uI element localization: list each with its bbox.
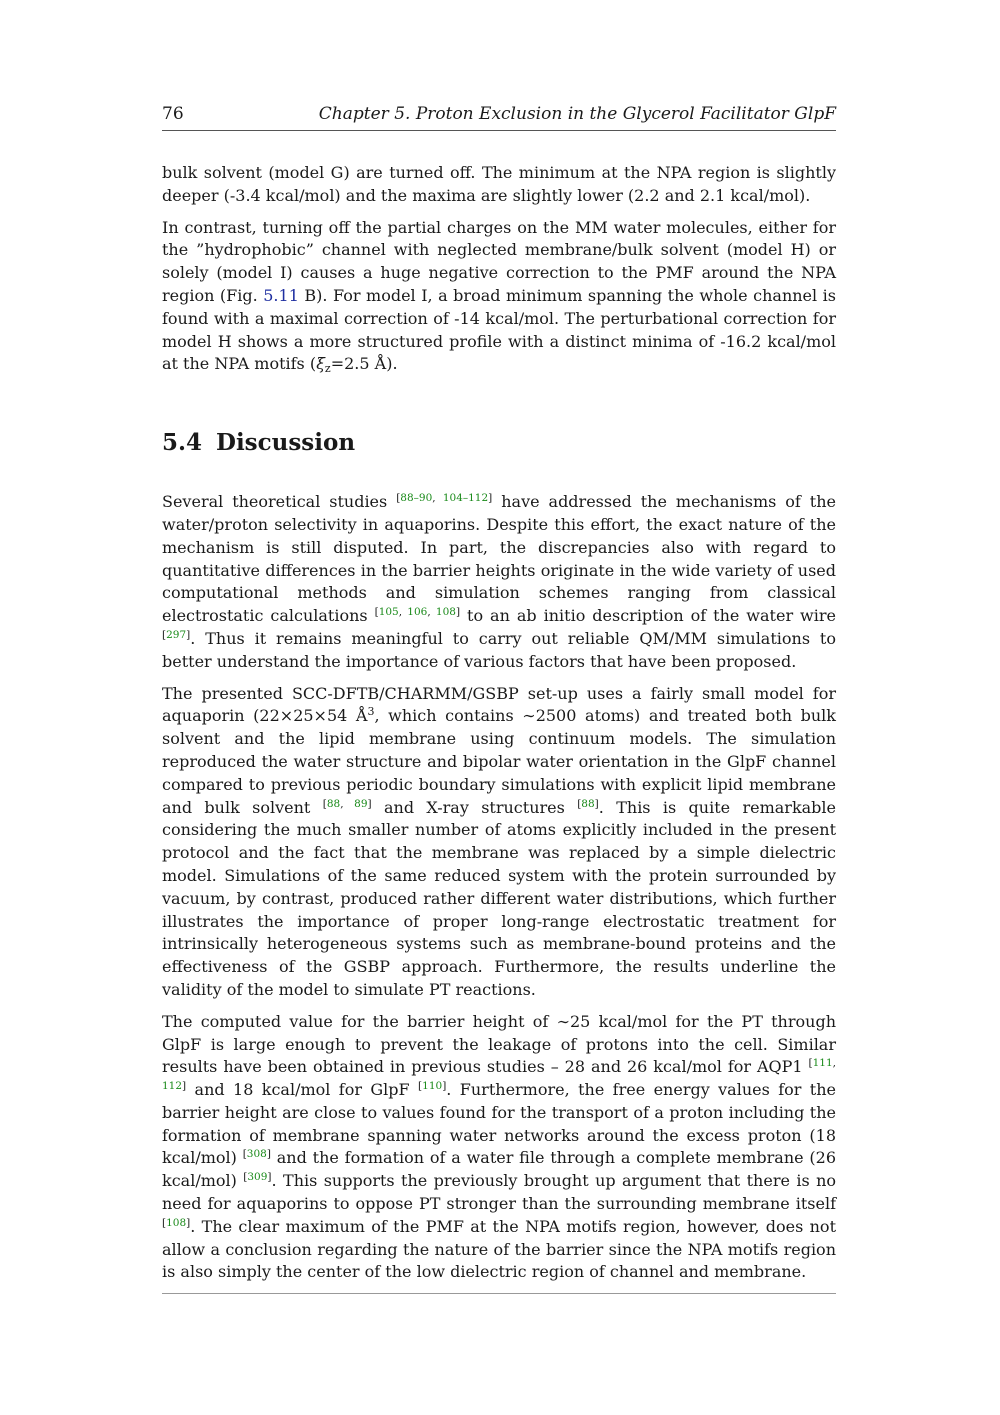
text-run: Several theoretical studies	[162, 492, 397, 512]
xi-symbol: ξ	[316, 354, 325, 374]
text-run: . Furthermore, the free energy values for the barrier height are close to values found for the transport of a proton including the formation of membrane spanning water networks around the excess proton (18 kcal/mol)	[162, 1080, 837, 1168]
text-run: In contrast, turning off the partial charges on the MM water molecules, either for the ”hydrophobic” channel with neglected membrane/bulk solvent (model H) or solely (model I) causes a huge negative correction to the PMF around the NPA region (Fig.	[162, 217, 836, 305]
paragraph-1	[162, 162, 836, 208]
section-title: Discussion	[216, 429, 356, 457]
citation-link[interactable]: 110	[422, 1080, 443, 1093]
paragraph-2	[162, 217, 836, 377]
text-run: . This is quite remarkable considering the much smaller number of atoms explicitly included in the present protocol and the fact that the membrane was replaced by a simple dielectric model. Simulations of the same reduced system with the protein surrounded by vacuum, by contrast, produced rather different water distributions, which further illustrates the importance of proper long-range electrostatic treatment for intrinsically heterogeneous systems such as membrane-bound proteins and the effectiveness of the GSBP approach. Furthermore, the results underline the validity of the model to simulate PT reactions.	[162, 797, 837, 999]
text-run: and the formation of a water file through a complete membrane (26 kcal/mol)	[162, 1148, 837, 1191]
text-run: =2.5 Å).	[330, 354, 398, 374]
section-heading	[162, 428, 836, 458]
text-run: B). For model I, a broad minimum spanning the whole channel is found with a maximal correction of -14 kcal/mol. The perturbational correction for model H shows a more structured profile with a distinct minima of -16.2 kcal/mol at the NPA motifs (	[162, 285, 836, 374]
text-run: and 18 kcal/mol for GlpF	[186, 1080, 419, 1100]
text-run: . Thus it remains meaningful to carry out reliable QM/MM simulations to better understand the importance of various factors that have been proposed.	[162, 628, 836, 671]
paragraph-5	[162, 1011, 836, 1285]
paragraph-3	[162, 491, 836, 673]
citation-link[interactable]: 308	[246, 1148, 267, 1161]
text-run: The computed value for the barrier height of ∼25 kcal/mol for the PT through GlpF is large enough to prevent the leakage of protons into the cell. Similar results have been obtained in previous studies – 28 and 26 kcal/mol for AQP1	[162, 1011, 836, 1077]
citation-link[interactable]: 111	[812, 1057, 833, 1070]
text-run: , which contains ∼2500 atoms) and treated both bulk solvent and the lipid membrane using continuum models. The simulation reproduced the water structure and bipolar water orientation in the GlpF channel compared to previous periodic boundary simulations with explicit lipid membrane and bulk solvent	[162, 706, 836, 817]
section-number: 5.4	[162, 429, 203, 457]
chapter-title: Chapter 5. Proton Exclusion in the Glycerol Facilitator GlpF	[318, 104, 836, 124]
superscript-3: 3	[367, 705, 375, 719]
text-run: and X-ray structures	[371, 797, 578, 817]
citation-link[interactable]: 105	[378, 606, 399, 619]
citation-link[interactable]: 112	[162, 1080, 183, 1093]
citation-link[interactable]: 297	[166, 628, 187, 641]
citation-link[interactable]: 104–112	[442, 492, 489, 505]
text-run: . This supports the previously brought up argument that there is no need for aquaporins to oppose PT stronger than the surrounding membrane itself	[162, 1171, 836, 1214]
citation: [297]	[162, 628, 191, 641]
running-header	[162, 104, 836, 131]
text-run: have addressed the mechanisms of the water/proton selectivity in aquaporins. Despite this effort, the exact nature of the mechanism is still disputed. In part, the discrepancies also with regard to quantitative differences in the barrier heights originate in the wide variety of used computational methods and simulation schemes ranging from classical electrostatic calculations	[162, 492, 836, 626]
citation: [108]	[162, 1216, 191, 1229]
citation-link[interactable]: 88	[581, 797, 595, 810]
citation-link[interactable]: 108	[166, 1216, 187, 1229]
paragraph-4	[162, 683, 836, 1002]
page-number: 76	[162, 104, 184, 124]
citation-link[interactable]: 88–90	[400, 492, 433, 505]
citation-link[interactable]: 89	[354, 797, 368, 810]
body-text	[162, 162, 836, 1293]
text-run: . The clear maximum of the PMF at the NPA motifs region, however, does not allow a conclusion regarding the nature of the barrier since the NPA motifs region is also simply the center of the low dielectric region of channel and membrane.	[162, 1216, 836, 1282]
xi-subscript: z	[324, 362, 331, 376]
citation: [111, 112]	[162, 1057, 836, 1093]
citation: [308]	[242, 1148, 271, 1161]
paragraph-1-text: bulk solvent (model G) are turned off. The minimum at the NPA region is slightly deeper (-3.4 kcal/mol) and the maxima are slightly lower (2.2 and 2.1 kcal/mol).	[162, 163, 836, 205]
citation: [88, 89]	[322, 797, 372, 810]
citation: [88]	[577, 797, 599, 810]
figure-reference-link[interactable]: 5.11	[263, 285, 299, 305]
page	[162, 0, 836, 1415]
text-run: The presented SCC-DFTB/CHARMM/GSBP set-up uses a fairly small model for aquaporin (22×25×54 Å	[162, 683, 836, 726]
citation-link[interactable]: 108	[435, 606, 456, 619]
footer-rule	[162, 1293, 836, 1294]
citation-link[interactable]: 309	[247, 1171, 268, 1184]
citation: [88–90, 104–112]	[396, 492, 493, 505]
citation: [105, 106, 108]	[374, 606, 461, 619]
citation: [309]	[243, 1171, 272, 1184]
text-run: to an ab initio description of the water wire	[460, 606, 836, 626]
citation: [110]	[418, 1080, 447, 1093]
citation-link[interactable]: 106	[407, 606, 428, 619]
citation-link[interactable]: 88	[326, 797, 341, 810]
